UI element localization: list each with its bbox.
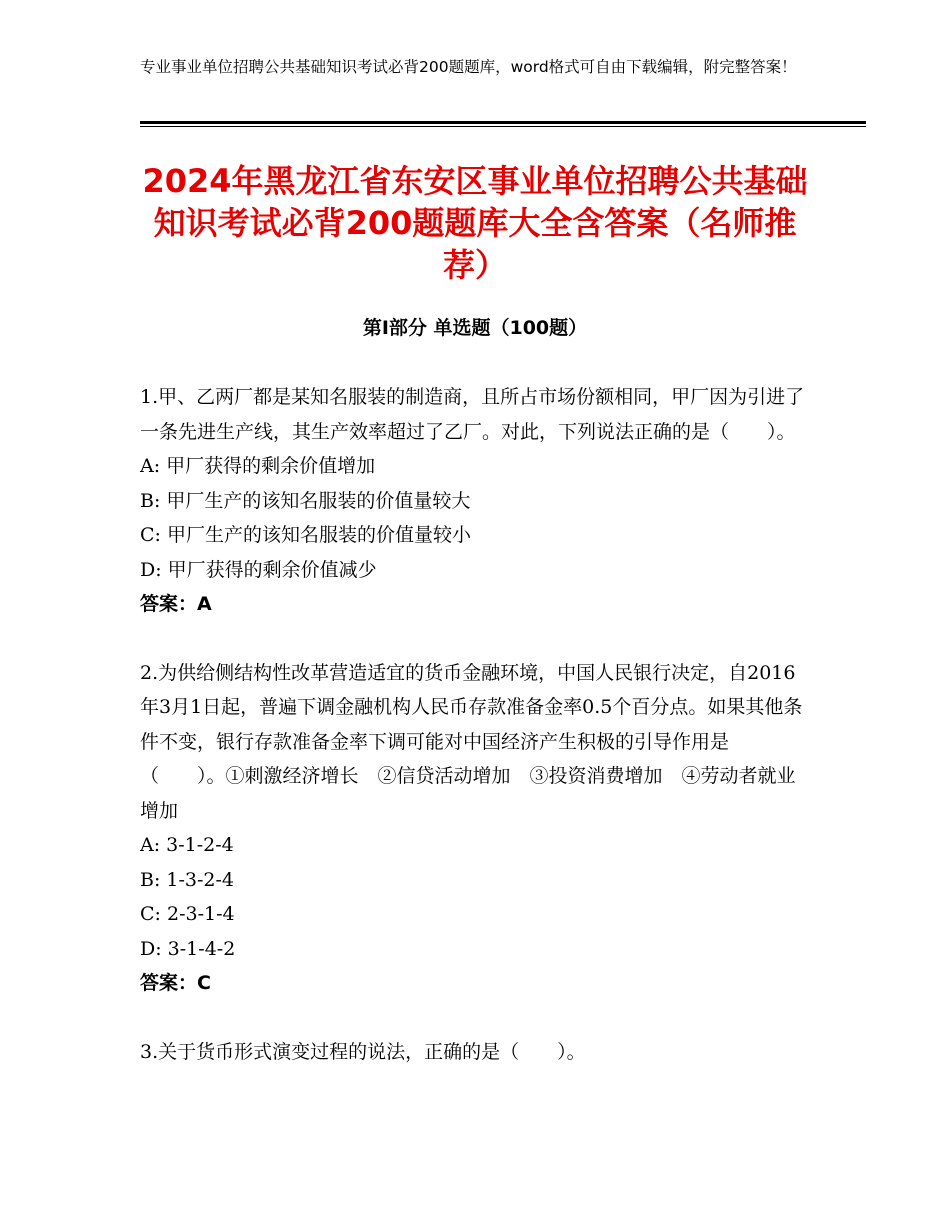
document-title: 2024年黑龙江省东安区事业单位招聘公共基础知识考试必背200题题库大全含答案（名师推荐） [142,162,808,284]
option-b: B: 甲厂生产的该知名服装的价值量较大 [140,489,471,512]
question-2 [140,656,810,1001]
option-c: C: 甲厂生产的该知名服装的价值量较小 [140,524,471,546]
option-d: D: 甲厂获得的剩余价值减少 [140,558,377,581]
option-a: A: 3-1-2-4 [140,834,234,856]
section-title: 第Ⅰ部分 单选题（100题） [362,317,588,339]
question-stem: 1.甲、乙两厂都是某知名服装的制造商，且所占市场份额相同，甲厂因为引进了一条先进生产线，其生产效率超过了乙厂。对此，下列说法正确的是（ ）。 [140,386,805,443]
question-3 [140,1035,810,1070]
question-list [140,380,810,1103]
option-d: D: 3-1-4-2 [140,937,236,960]
answer: 答案：C [140,972,211,994]
answer: 答案：A [140,593,212,615]
option-b: B: 1-3-2-4 [140,868,235,891]
header-note: 专业事业单位招聘公共基础知识考试必背200题题库，word格式可自由下载编辑，附完整答案！ [140,58,797,76]
question-1 [140,380,810,622]
question-stem: 3.关于货币形式演变过程的说法，正确的是（ ）。 [140,1040,586,1063]
option-c: C: 2-3-1-4 [140,903,235,925]
question-stem: 2.为供给侧结构性改革营造适宜的货币金融环境，中国人民银行决定，自2016年3月1日起，普遍下调金融机构人民币存款准备金率0.5个百分点。如果其他条件不变，银行存款准备金率下调可能对中国经济产生积极的引导作用是（ ）。①刺激经济增长 ②信贷活动增加 ③投资消费增加 ④劳动者就业增加 [140,661,803,822]
header-rule-thin [140,126,866,127]
option-a: A: 甲厂获得的剩余价值增加 [140,455,376,477]
header-rule-thick [140,121,866,124]
